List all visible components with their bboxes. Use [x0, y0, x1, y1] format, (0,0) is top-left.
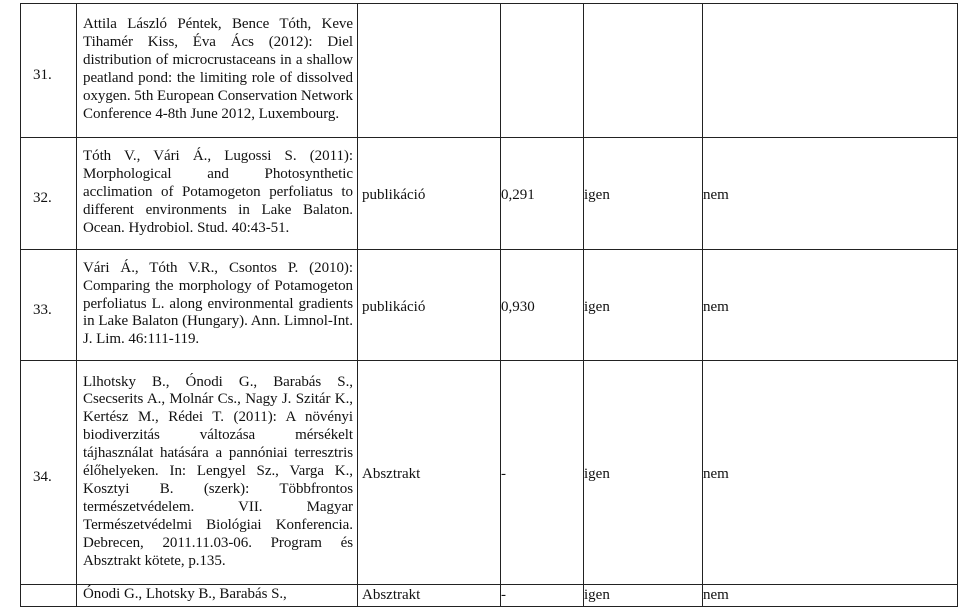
- type-cell: Absztrakt: [358, 585, 501, 607]
- publication-table: [20, 3, 958, 607]
- impact-factor-cell: 0,291: [501, 138, 584, 250]
- type-cell: [358, 4, 501, 138]
- flag-cell-2: nem: [703, 250, 958, 361]
- table-row: [21, 585, 958, 607]
- row-number: 33.: [21, 250, 77, 361]
- citation-cell: [77, 585, 358, 607]
- table-row: [21, 4, 958, 138]
- citation-text: Attila László Péntek, Bence Tóth, Keve Tihamér Kiss, Éva Ács (2012): Diel distribution of microcrustaceans in a shallow peatland pond: the limiting role of dissolved oxygen. 5th European Conservation Network Conference 4-8th June 2012, Luxembourg.: [83, 16, 353, 122]
- impact-factor-cell: -: [501, 361, 584, 585]
- row-number: 31.: [21, 4, 77, 138]
- flag-cell-1: igen: [584, 138, 703, 250]
- citation-text: Llhotsky B., Ónodi G., Barabás S., Csecserits A., Molnár Cs., Nagy J. Szitár K., Kertész M., Rédei T. (2011): A növényi biodiverzitás változása mérsékelt tájhasználat hatására a pannóniai terresztris élőhelyeken. In: Lengyel Sz., Varga K., Kosztyi B. (szerk): Többfrontos természetvédelem. VII. Magyar Természetvédelmi Biológiai Konferencia. Debrecen, 2011.11.03-06. Program és Absztrakt kötete, p.135.: [83, 373, 353, 569]
- impact-factor-cell: [501, 4, 584, 138]
- flag-cell-2: [703, 4, 958, 138]
- row-number: 34.: [21, 361, 77, 585]
- flag-cell-1: igen: [584, 361, 703, 585]
- citation-cell: [77, 138, 358, 250]
- citation-text: Tóth V., Vári Á., Lugossi S. (2011): Morphological and Photosynthetic acclimation of Potamogeton perfoliatus to different environments in Lake Balaton. Ocean. Hydrobiol. Stud. 40:43-51.: [83, 148, 353, 236]
- flag-cell-1: igen: [584, 585, 703, 607]
- type-cell: Absztrakt: [358, 361, 501, 585]
- citation-text: Ónodi G., Lhotsky B., Barabás S.,: [83, 586, 287, 602]
- impact-factor-cell: 0,930: [501, 250, 584, 361]
- table-row: [21, 250, 958, 361]
- citation-cell: [77, 4, 358, 138]
- impact-factor-cell: -: [501, 585, 584, 607]
- type-cell: publikáció: [358, 250, 501, 361]
- row-number: [21, 585, 77, 607]
- row-number: 32.: [21, 138, 77, 250]
- flag-cell-1: igen: [584, 250, 703, 361]
- flag-cell-2: nem: [703, 361, 958, 585]
- table-row: [21, 361, 958, 585]
- citation-cell: [77, 250, 358, 361]
- citation-cell: [77, 361, 358, 585]
- flag-cell-2: nem: [703, 585, 958, 607]
- flag-cell-2: nem: [703, 138, 958, 250]
- type-cell: publikáció: [358, 138, 501, 250]
- table-row: [21, 138, 958, 250]
- flag-cell-1: [584, 4, 703, 138]
- citation-text: Vári Á., Tóth V.R., Csontos P. (2010): Comparing the morphology of Potamogeton perfoliatus L. along environmental gradients in Lake Balaton (Hungary). Ann. Limnol-Int. J. Lim. 46:111-119.: [83, 259, 353, 348]
